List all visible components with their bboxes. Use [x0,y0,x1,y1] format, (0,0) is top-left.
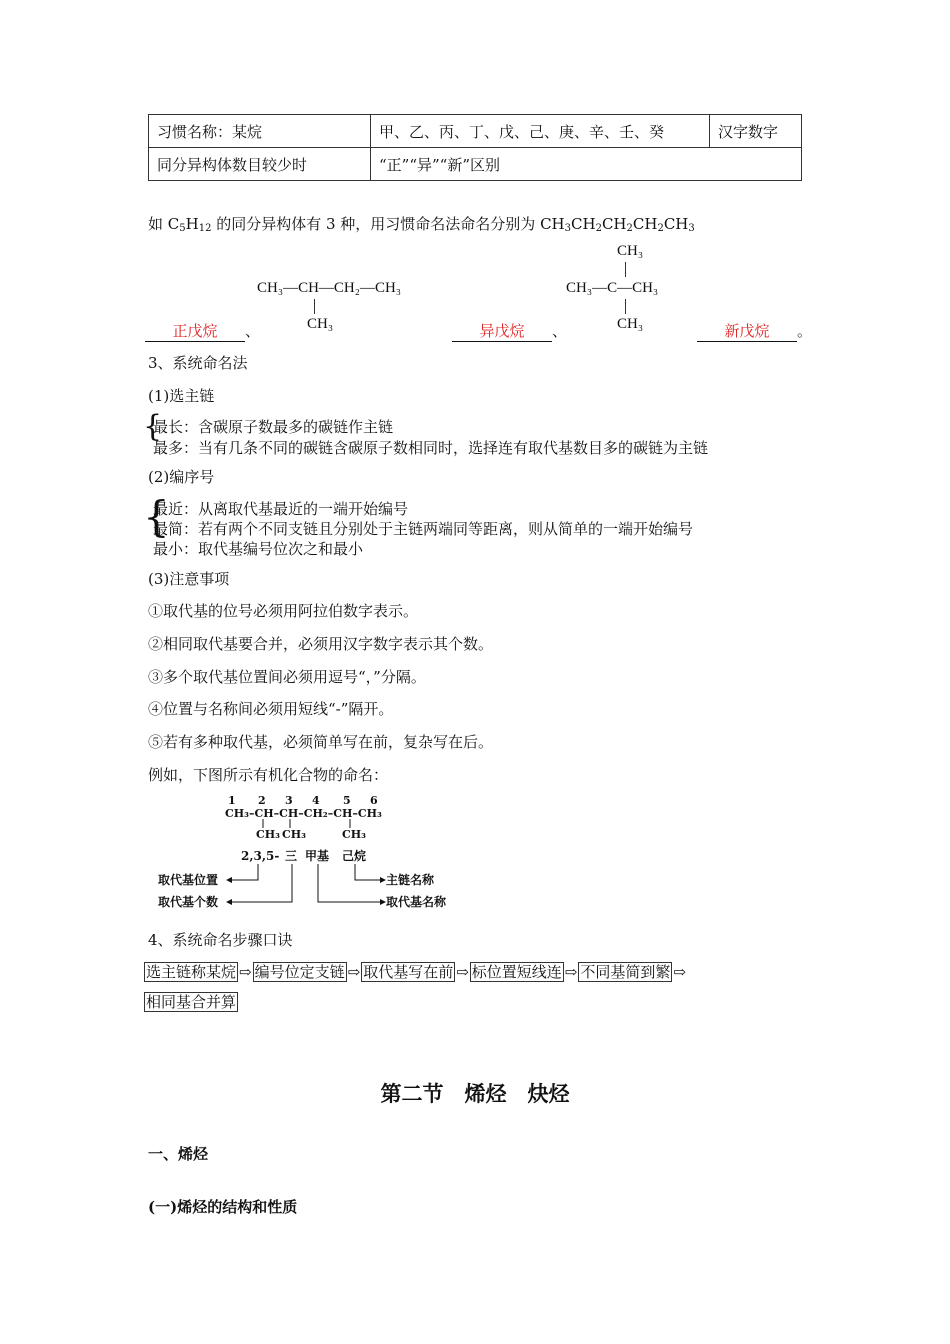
naming-diagram [150,790,470,915]
answer-blank: 异戊烷 [452,320,552,342]
answer-row [452,320,567,342]
neopentane-mid: CH₃—C—CH₃ [566,280,659,296]
note-item: ③多个取代基位置间必须用逗号“，”分隔。 [148,668,426,686]
label-count: 取代基个数 [158,895,219,909]
diagram-svg [150,790,470,915]
neopentane-top: CH₃ [617,243,644,259]
table-cell: 同分异构体数目较少时 [149,148,371,181]
mnemonic-step: 选主链称某烷 [146,963,237,981]
mnemonic-step: 相同基合并算 [146,993,237,1011]
arrow-count [230,864,292,902]
arrow-parent [355,864,382,880]
arrow-icon: ⇨ [564,963,578,981]
rule-item: 最长：含碳原子数最多的碳链作主链 [153,418,394,436]
section-title: 第二节 烯烃 炔烃 [380,1081,570,1106]
isopentane-branch: CH₃ [307,316,334,332]
note-item: ⑤若有多种取代基，必须简单写在前，复杂写在后。 [148,733,494,751]
rule-item: 最多：当有几条不同的碳链含碳原子数相同时，选择连有取代基数目多的碳链为主链 [153,439,709,457]
arrow-icon: ⇨ [456,963,469,981]
answer-row [145,320,260,342]
separator: 。 [797,322,813,340]
arrow-icon: ⇨ [673,963,686,981]
name-substituent: 甲基 [305,849,330,863]
section-heading: 4、系统命名步骤口诀 [148,931,293,949]
mnemonic-step: 不同基简到繁 [580,963,671,981]
subsection-heading: (3)注意事项 [148,570,230,588]
rule-item: 最小：取代基编号位次之和最小 [153,540,364,558]
arrow-icon: ⇨ [347,963,361,981]
separator: 、 [552,322,568,340]
carbon-number: 3 [285,794,293,807]
arrowhead [226,877,232,883]
branch: CH₃ [282,828,306,841]
subsection-heading: (1)选主链 [148,387,215,405]
arrow-icon: ⇨ [239,963,252,981]
mnemonic-step: 编号位定支链 [254,963,345,981]
label-substituent: 取代基名称 [386,895,447,909]
separator: 、 [245,322,261,340]
carbon-number: 1 [228,794,236,807]
mnemonic-row [144,991,238,1012]
bond-line [314,299,315,314]
table-cell: “正”“异”“新”区别 [371,148,802,181]
note-item: ④位置与名称间必须用短线“-”隔开。 [148,700,394,718]
isopentane-formula: CH₃—CH—CH₂—CH₃ [257,280,402,296]
name-parent: 己烷 [342,849,367,863]
name-count: 三 [285,849,298,863]
branch: CH₃ [256,828,280,841]
heading-alkenes: 一、烯烃 [148,1145,209,1163]
name-locants: 2,3,5- [241,849,280,863]
naming-table [148,114,802,181]
example-text: 例如，下图所示有机化合物的命名： [148,766,389,784]
brace: { [143,492,170,541]
arrow-substituent [318,864,382,902]
carbon-number: 2 [258,794,266,807]
table-cell: 甲、乙、丙、丁、戊、己、庚、辛、壬、癸 [371,115,710,148]
carbon-number: 6 [370,794,378,807]
branch: CH₃ [342,828,366,841]
table-cell: 习惯名称：某烷 [149,115,371,148]
carbon-number: 4 [312,794,320,807]
label-parent: 主链名称 [386,873,435,887]
note-item: ①取代基的位号必须用阿拉伯数字表示。 [148,602,419,620]
answer-blank: 正戊烷 [145,320,245,342]
arrow-position [230,864,258,880]
answer-row [697,320,812,342]
neopentane-bottom: CH₃ [617,316,644,332]
table-row [149,115,802,148]
answer-blank: 新戊烷 [697,320,797,342]
heading-structure: (一)烯烃的结构和性质 [148,1198,298,1216]
arrowhead [226,899,232,905]
mnemonic-step: 取代基写在前 [363,963,454,981]
subsection-heading: (2)编序号 [148,468,215,486]
mnemonic-row [144,961,687,982]
bond-line [625,299,626,314]
carbon-number: 5 [343,794,351,807]
table-cell: 汉字数字 [710,115,802,148]
rule-item: 最近：从离取代基最近的一端开始编号 [153,500,409,518]
label-position: 取代基位置 [158,873,219,887]
brace: { [143,409,163,444]
table-row [149,148,802,181]
note-item: ②相同取代基要合并，必须用汉字数字表示其个数。 [148,635,494,653]
bond-line [625,262,626,277]
rule-item: 最简：若有两个不同支链且分别处于主链两端同等距离，则从简单的一端开始编号 [153,520,694,538]
mnemonic-step: 标位置短线连 [471,963,562,981]
section-heading: 3、系统命名法 [148,354,248,372]
intro-text: 如 $C_5H_{12}$ 的同分异构体有 3 种，用习惯命名法命名分别为 $CH_3CH_2CH_2CH_2CH_3$ [148,215,695,234]
main-chain: CH₃–CH–CH–CH₂–CH–CH₃ [225,807,382,820]
